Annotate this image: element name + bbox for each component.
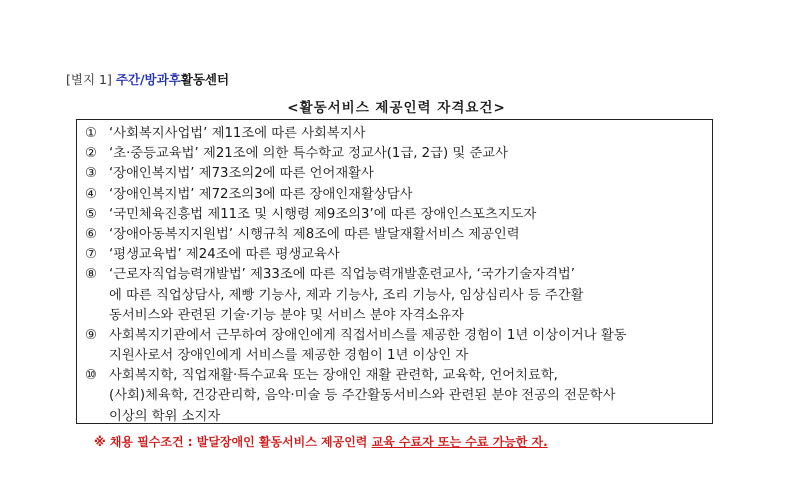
list-item [85,164,706,184]
list-item [85,326,706,366]
item-text-continued: 동서비스와 관련된 기술·기능 분야 및 서비스 분야 자격소유자 [109,307,464,323]
item-number: ⑦ [85,247,97,263]
list-item [85,205,706,225]
list-item [85,124,706,144]
program-name-black: 활동센터 [180,72,230,87]
attachment-label: [별지 1] [66,72,112,87]
note-underlined: 교육 수료자 또는 수료 가능한 자. [371,435,548,449]
item-number: ⑥ [85,226,97,242]
item-number: ⑩ [85,368,97,384]
item-text: ‘국민체육진흥법 제11조 및 시행령 제9조의3’에 따른 장애인스포츠지도자 [109,206,537,222]
item-number: ④ [85,186,97,202]
item-text: ‘근로자직업능력개발법’ 제33조에 따른 직업능력개발훈련교사, ‘국가기술자격법’ [109,267,575,283]
item-text-continued: 이상의 학위 소지자 [109,408,221,424]
item-text: ‘장애인복지법’ 제72조의3에 따른 장애인재활상담사 [109,186,413,202]
item-text: ‘초·중등교육법’ 제21조에 의한 특수학교 정교사(1급, 2급) 및 준교사 [109,146,508,162]
list-item [85,366,706,427]
program-name-blue: 주간/방과후 [115,72,181,87]
item-text: 사회복지기관에서 근무하여 장애인에게 직접서비스를 제공한 경험이 1년 이상이거나 활동 [109,327,627,343]
list-item [85,185,706,205]
item-number: ① [85,126,97,141]
list-item [85,265,706,326]
attachment-header [66,70,229,88]
item-number: ⑧ [85,267,97,283]
list-item [85,144,706,164]
item-text-continued: 지원사로서 장애인에게 서비스를 제공한 경험이 1년 이상인 자 [109,348,469,364]
item-number: ⑨ [85,327,97,343]
item-text-continued: (사회)체육학, 건강관리학, 음악·미술 등 주간활동서비스와 관련된 분야 전공의 전문학사 [109,388,616,404]
page-title: <활동서비스 제공인력 자격요건> [287,100,506,116]
item-number: ③ [85,166,97,182]
list-item [85,225,706,245]
item-text: ‘장애인복지법’ 제73조의2에 따른 언어재활사 [109,166,374,182]
item-text: ‘평생교육법’ 제24조에 따른 평생교육사 [109,247,340,263]
note-prefix: ※ 채용 필수조건 : 발달장애인 활동서비스 제공인력 [94,435,372,449]
item-text-continued: 에 따른 직업상담사, 제빵 기능사, 제과 기능사, 조리 기능사, 임상심리사 등 주간활 [109,287,584,303]
item-text: ‘장애아동복지지원법’ 시행규칙 제8조에 따른 발달재활서비스 제공인력 [109,226,520,242]
item-number: ② [85,146,97,162]
qualification-list-box [76,119,713,424]
required-condition-note [94,433,548,450]
list-item [85,245,706,265]
item-text: ‘사회복지사업법’ 제11조에 따른 사회복지사 [109,126,366,141]
item-text: 사회복지학, 직업재활·특수교육 또는 장애인 재활 관련학, 교육학, 언어치료학, [109,368,558,384]
item-number: ⑤ [85,206,97,222]
